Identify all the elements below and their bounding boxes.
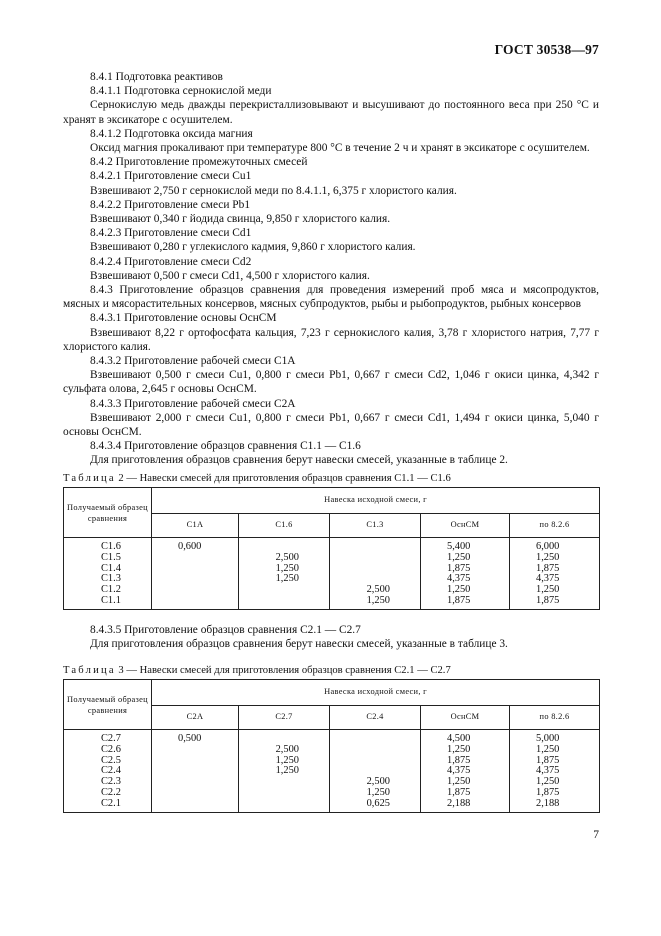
table3-col-header: ОснСМ [421,706,510,730]
table3-cell [178,745,238,756]
table3-cell: С2.7 [101,733,121,744]
table2-col-header: С1.3 [330,514,421,538]
table3-caption-text: 3 — Навески смесей для приготовления образцов сравнения С2.1 — С2.7 [115,665,451,676]
table2-col-header: по 8.2.6 [510,514,600,538]
table2-cell [330,542,390,553]
table3-col [510,730,600,813]
table3-cell: 5,000 [536,733,560,744]
table3-cell [239,799,299,810]
table2-cell: С1.4 [101,562,121,574]
table3-cell: С2.4 [101,765,121,777]
table2-cell: 1,250 [536,584,560,596]
table2-cell: С1.2 [101,584,121,596]
table3-cell [330,756,390,767]
table3-col [64,730,152,813]
table2-cell [330,553,390,564]
table2-cell: 2,500 [275,551,299,563]
paragraph: Взвешивают 8,22 г ортофосфата кальция, 7,23 г сернокислого калия, 3,78 г хлористого натрия, 7,77 г хлористого калия. [63,326,599,353]
table3-cell: С2.2 [101,786,121,798]
table2-cell: С1.5 [101,551,121,563]
paragraph: 8.4.3.5 Приготовление образцов сравнения С2.1 — С2.7 [90,624,361,636]
paragraph: 8.4.2.2 Приготовление смеси Pb1 [90,198,251,211]
table2-cell [239,585,299,596]
table3-cell: С2.6 [101,743,121,755]
table2-cell [178,564,238,575]
table2-cell: 4,375 [447,573,471,585]
table3-cell: 1,875 [536,786,560,798]
table2-cell: 1,250 [275,573,299,585]
paragraph: 8.4.3.4 Приготовление образцов сравнения С1.1 — С1.6 [90,440,361,453]
table2-cell: 2,500 [366,584,390,596]
table3-cell: 1,250 [536,743,560,755]
table3-cell [239,788,299,799]
paragraph: 8.4.3.2 Приготовление рабочей смеси С1А [90,355,296,368]
table3-cell: 4,375 [536,765,560,777]
table2-cell: 5,400 [447,541,471,552]
table3-col [152,730,239,813]
table2-cell [178,585,238,596]
table3-group-header: Навеска исходной смеси, г [152,680,600,706]
table3-cell: 1,250 [536,776,560,788]
table2-cell: 1,250 [366,594,390,606]
table3-cell: С2.5 [101,754,121,766]
table2-cell: 1,875 [536,562,560,574]
table3-cell: 1,250 [366,786,390,798]
table3-cell: 4,375 [447,765,471,777]
table2-cell: 6,000 [536,541,560,552]
table3-cell: 1,875 [447,754,471,766]
table2-caption-text: 2 — Навески смесей для приготовления образцов сравнения С1.1 — С1.6 [115,473,451,484]
table3-col-header: С2А [152,706,239,730]
table3-col-header: по 8.2.6 [510,706,600,730]
table2-cell: 1,875 [536,594,560,606]
table2-cell: 1,875 [447,562,471,574]
table3-cell: С2.3 [101,776,121,788]
table3-cell: 1,250 [275,754,299,766]
table2-col-header: С1.6 [239,514,330,538]
paragraph: Взвешивают 2,000 г смеси Cu1, 0,800 г смеси Pb1, 0,667 г смеси Cd1, 1,494 г окиси цинка, 5,040 г основы ОснСМ. [63,411,599,439]
table2-col [64,538,152,610]
paragraph: 8.4.2.3 Приготовление смеси Cd1 [90,227,252,240]
paragraph: 8.4.2 Приготовление промежуточных смесей [90,156,308,169]
table3-cell: 1,250 [447,776,471,788]
table3-cell [178,777,238,788]
table3-cell: 2,500 [275,743,299,755]
table2 [63,487,600,610]
table2-row-header: Получаемый образец сравнения [64,488,152,538]
table2-col [510,538,600,610]
table3-cell [330,745,390,756]
paragraph: Для приготовления образцов сравнения берут навески смесей, указанные в таблице 2. [90,454,508,467]
table2-cell [178,574,238,585]
paragraph: 8.4.3.1 Приготовление основы ОснСМ [90,312,277,325]
table3-col-header: С2.7 [239,706,330,730]
table2-group-header: Навеска исходной смеси, г [152,488,600,514]
table2-caption [63,473,451,484]
paragraph: 8.4.3 Приготовление образцов сравнения для проведения измерений проб мяса и мясопродуктов, мясных и мясорастительных консервов, мясных субпродуктов, рыбы и рыбопродуктов, рыбных консервов [63,284,599,311]
table2-cell: С1.6 [101,541,121,552]
table2-col [152,538,239,610]
table3-cell: 0,500 [178,733,202,744]
table2-cell: 1,875 [447,594,471,606]
table3-cell [239,777,299,788]
table2-col-header: ОснСМ [421,514,510,538]
table2-cell [178,596,238,607]
paragraph: Взвешивают 0,280 г углекислого кадмия, 9,860 г хлористого калия. [90,241,416,254]
table3-col [239,730,330,813]
table3-caption-label: Таблица [63,665,116,676]
paragraph: Оксид магния прокаливают при температуре 800 °С в течение 2 ч и хранят в эксикаторе с осушителем. [90,142,590,155]
paragraph: 8.4.3.3 Приготовление рабочей смеси С2А [90,397,296,410]
page-number: 7 [593,829,599,841]
table3-cell: 2,188 [447,797,471,809]
document-id: ГОСТ 30538—97 [494,42,599,57]
table2-cell: 4,375 [536,573,560,585]
table3-row-header: Получаемый образец сравнения [64,680,152,730]
table2-cell: 1,250 [447,551,471,563]
table2-cell: С1.1 [101,594,121,606]
table2-col [421,538,510,610]
table3-cell: 0,625 [366,797,390,809]
table3-col [330,730,421,813]
table2-col-header: С1А [152,514,239,538]
paragraph: 8.4.1.2 Подготовка оксида магния [90,127,253,140]
paragraph: 8.4.1 Подготовка реактивов [90,71,223,83]
table2-cell [178,553,238,564]
table2-cell: 0,600 [178,541,202,552]
table2-cell: 1,250 [536,551,560,563]
paragraph: Взвешивают 0,340 г йодида свинца, 9,850 г хлористого калия. [90,213,391,226]
table2-cell: С1.3 [101,573,121,585]
table3-cell [330,734,390,745]
table3-cell: 1,250 [275,765,299,777]
body-text [63,70,599,468]
table3-cell: 1,875 [536,754,560,766]
table3-cell: 2,188 [536,797,560,809]
paragraph: 8.4.2.1 Приготовление смеси Cu1 [90,170,252,183]
table3-cell [178,756,238,767]
table2-cell [330,564,390,575]
paragraph: 8.4.1.1 Подготовка сернокислой меди [90,85,272,98]
table3 [63,679,600,813]
table3-cell: 1,250 [447,743,471,755]
table3-cell [178,788,238,799]
table3-col-header: С2.4 [330,706,421,730]
paragraph: Взвешивают 2,750 г сернокислой меди по 8.4.1.1, 6,375 г хлористого калия. [90,184,457,197]
paragraph: Для приготовления образцов сравнения берут навески смесей, указанные в таблице 3. [90,638,508,651]
table3-cell: 4,500 [447,733,471,744]
table3-cell: 2,500 [366,776,390,788]
table3-col [421,730,510,813]
table2-cell [239,596,299,607]
table3-cell: С2.1 [101,797,121,809]
table2-cell: 1,250 [447,584,471,596]
paragraph: Взвешивают 0,500 г смеси Cd1, 4,500 г хлористого калия. [90,269,370,282]
paragraph: Взвешивают 0,500 г смеси Cu1, 0,800 г смеси Pb1, 0,667 г смеси Cd2, 1,046 г окиси цинка, 4,342 г сульфата олова, 2,645 г основы ОснСМ. [63,369,599,396]
table3-cell: 1,875 [447,786,471,798]
table3-caption [63,665,451,676]
paragraph: Сернокислую медь дважды перекристаллизовывают и высушивают до постоянного веса при 250 °С и хранят в эксикаторе с осушителем. [63,99,599,126]
table3-cell [178,799,238,810]
table2-col [239,538,330,610]
table2-caption-label: Таблица [63,473,116,484]
paragraph: 8.4.2.4 Приготовление смеси Cd2 [90,255,252,268]
mid-text [63,623,599,651]
table2-col [330,538,421,610]
table2-cell: 1,250 [275,562,299,574]
table3-cell [178,766,238,777]
